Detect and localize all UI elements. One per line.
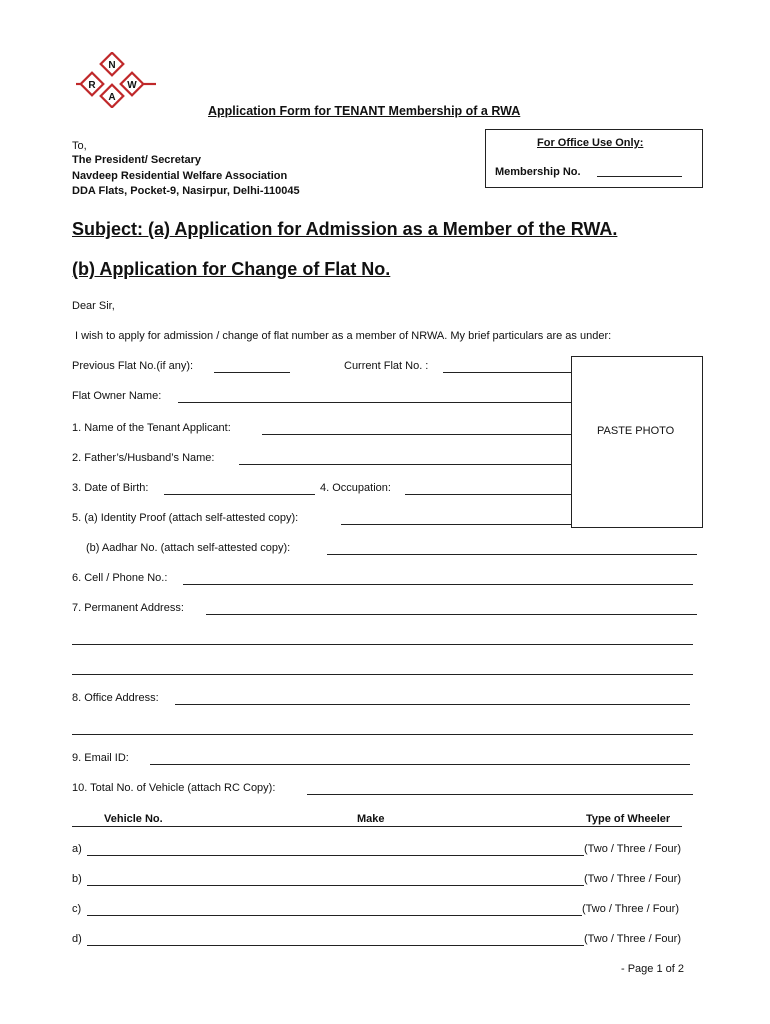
occupation-label: 4. Occupation: [320,482,391,494]
email-field[interactable] [150,764,690,765]
address-location: DDA Flats, Pocket-9, Nasirpur, Delhi-110045 [72,185,300,197]
office-address-label: 8. Office Address: [72,692,159,704]
svg-text:R: R [88,80,96,91]
membership-field[interactable] [597,176,682,177]
vehicle-row-b-field[interactable] [87,885,584,886]
header-make: Make [357,813,385,825]
salutation: Dear Sir, [72,300,115,312]
current-flat-label: Current Flat No. : [344,360,429,372]
office-address-field-2[interactable] [72,734,693,735]
intro-text: I wish to apply for admission / change of flat number as a member of NRWA. My brief particulars are as under: [75,330,612,342]
office-use-title: For Office Use Only: [537,137,644,149]
vehicle-row-a-field[interactable] [87,855,584,856]
vehicle-row-d-field[interactable] [87,945,584,946]
vehicle-row-c-label: c) [72,903,82,915]
header-type-of-wheeler: Type of Wheeler [586,813,671,825]
subject-line-b: (b) Application for Change of Flat No. [72,259,391,279]
vehicle-row-c-type: (Two / Three / Four) [582,903,679,915]
tenant-name-field[interactable] [262,434,571,435]
vehicle-row-b-label: b) [72,873,82,885]
permanent-address-field-3[interactable] [72,674,693,675]
svg-text:A: A [108,92,116,103]
current-flat-field[interactable] [443,372,571,373]
vehicle-row-d-type: (Two / Three / Four) [584,933,681,945]
header-vehicle-no: Vehicle No. [104,813,163,825]
address-to: To, [72,140,87,152]
vehicle-row-a-type: (Two / Three / Four) [584,843,681,855]
membership-label: Membership No. [495,166,581,178]
identity-proof-label: 5. (a) Identity Proof (attach self-attested copy): [72,512,299,524]
vehicle-row-b-type: (Two / Three / Four) [584,873,681,885]
flat-owner-label: Flat Owner Name: [72,390,162,402]
vehicle-row-c-field[interactable] [87,915,582,916]
paste-photo-label: PASTE PHOTO [597,425,675,437]
dob-label: 3. Date of Birth: [72,482,149,494]
permanent-address-field-2[interactable] [72,644,693,645]
permanent-address-label: 7. Permanent Address: [72,602,184,614]
aadhar-field[interactable] [327,554,697,555]
father-name-label: 2. Father’s/Husband’s Name: [72,452,215,464]
subject-line-a: Subject: (a) Application for Admission as a Member of the RWA. [72,219,618,239]
address-recipient: The President/ Secretary [72,154,202,166]
vehicles-field[interactable] [307,794,693,795]
tenant-name-label: 1. Name of the Tenant Applicant: [72,422,231,434]
photo-box[interactable] [571,356,703,528]
father-name-field[interactable] [239,464,571,465]
vehicle-header-rule [72,826,682,827]
email-label: 9. Email ID: [72,752,129,764]
previous-flat-label: Previous Flat No.(if any): [72,360,194,372]
aadhar-label: (b) Aadhar No. (attach self-attested copy): [86,542,291,554]
address-association: Navdeep Residential Welfare Association [72,170,288,182]
form-title: Application Form for TENANT Membership of a RWA [208,104,521,118]
dob-field[interactable] [164,494,315,495]
occupation-field[interactable] [405,494,571,495]
nrwa-logo [70,52,160,108]
page-number: - Page 1 of 2 [621,963,684,975]
vehicle-row-a-label: a) [72,843,82,855]
vehicles-label: 10. Total No. of Vehicle (attach RC Copy): [72,782,276,794]
permanent-address-field-1[interactable] [206,614,697,615]
svg-text:N: N [108,60,116,71]
previous-flat-field[interactable] [214,372,290,373]
office-address-field-1[interactable] [175,704,690,705]
identity-proof-field[interactable] [341,524,571,525]
svg-text:W: W [127,80,137,91]
vehicle-row-d-label: d) [72,933,82,945]
flat-owner-field[interactable] [178,402,571,403]
cell-label: 6. Cell / Phone No.: [72,572,168,584]
cell-field[interactable] [183,584,693,585]
